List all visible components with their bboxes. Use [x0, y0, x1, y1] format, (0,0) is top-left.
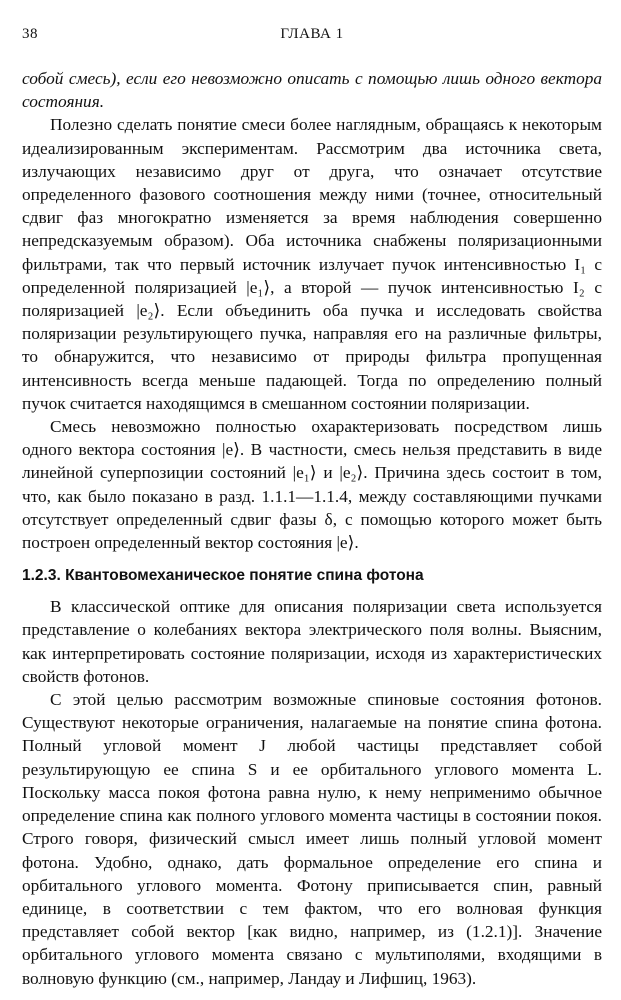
paragraph-photon-spin: С этой целью рассмотрим возможные спиновые состояния фотонов. Существуют некоторые ограничения, налагаемые на понятие спина фотона. Полный угловой момент J любой частицы представляет собой результирующую ее спина S и ее орбитального углового момента L. Поскольку масса покоя фотона равна нулю, к нему неприменимо обычное определение спина как полного углового момента частицы в состоянии покоя. Строго говоря, физический смысл имеет лишь полный угловой момент фотона. Удобно, однако, дать формальное определение его спина и орбитального углового момента. Фотону приписывается спин, равный единице, в соответствии с тем фактом, что его волновая функция представляет собой вектор [как видно, например, из (1.2.1)]. Значение орбитального углового момента связано с мультиполями, входящими в волновую функцию (см., например, Ландау и Лифшиц, 1963).: [22, 690, 602, 988]
page-number: 38: [22, 26, 38, 42]
paragraph-mixture-state-vector: Смесь невозможно полностью охарактеризовать посредством лишь одного вектора состояния |e⟩. В частности, смесь нельзя представить в виде линейной суперпозиции состояний |e₁⟩ и |e₂⟩. Причина здесь состоит в том, что, как было показано в разд. 1.1.1—1.1.4, между составляющими пучками отсутствует определенный сдвиг фазы δ, с помощью которого может быть построен определенный вектор состояния |e⟩.: [22, 417, 602, 553]
page-body: [22, 67, 602, 990]
running-head: ГЛАВА 1: [280, 26, 344, 42]
continued-paragraph: собой смесь), если его невозможно описать с помощью лишь одного вектора состояния.: [22, 69, 602, 112]
paragraph-classical-optics: В классической оптике для описания поляризации света используется представление о колебаниях вектора электрического поля волны. Выясним, как интерпретировать состояние поляризации, исходя из характеристических свойств фотонов.: [22, 597, 602, 686]
paragraph-idealized-experiment: Полезно сделать понятие смеси более наглядным, обращаясь к некоторым идеализированным экспериментам. Рассмотрим два источника света, излучающих независимо друг от друга, что означает отсутствие определенного фазового соотношения между ними (точнее, относительный сдвиг фаз многократно изменяется за время наблюдения совершенно непредсказуемым образом). Оба источника снабжены поляризационными фильтрами, так что первый источник излучает пучок интенсивностью I₁ с определенной поляризацией |e₁⟩, а второй — пучок интенсивностью I₂ с поляризацией |e₂⟩. Если объединить оба пучка и исследовать свойства поляризации результирующего пучка, направляя его на различные фильтры, то обнаружится, что независимо от природы фильтра пропущенная интенсивность всегда меньше падающей. Тогда по определению полный пучок считается находящимся в смешанном состоянии поляризации.: [22, 115, 602, 413]
section-heading: 1.2.3. Квантовомеханическое понятие спина фотона: [22, 567, 424, 585]
page-header: [22, 26, 602, 48]
